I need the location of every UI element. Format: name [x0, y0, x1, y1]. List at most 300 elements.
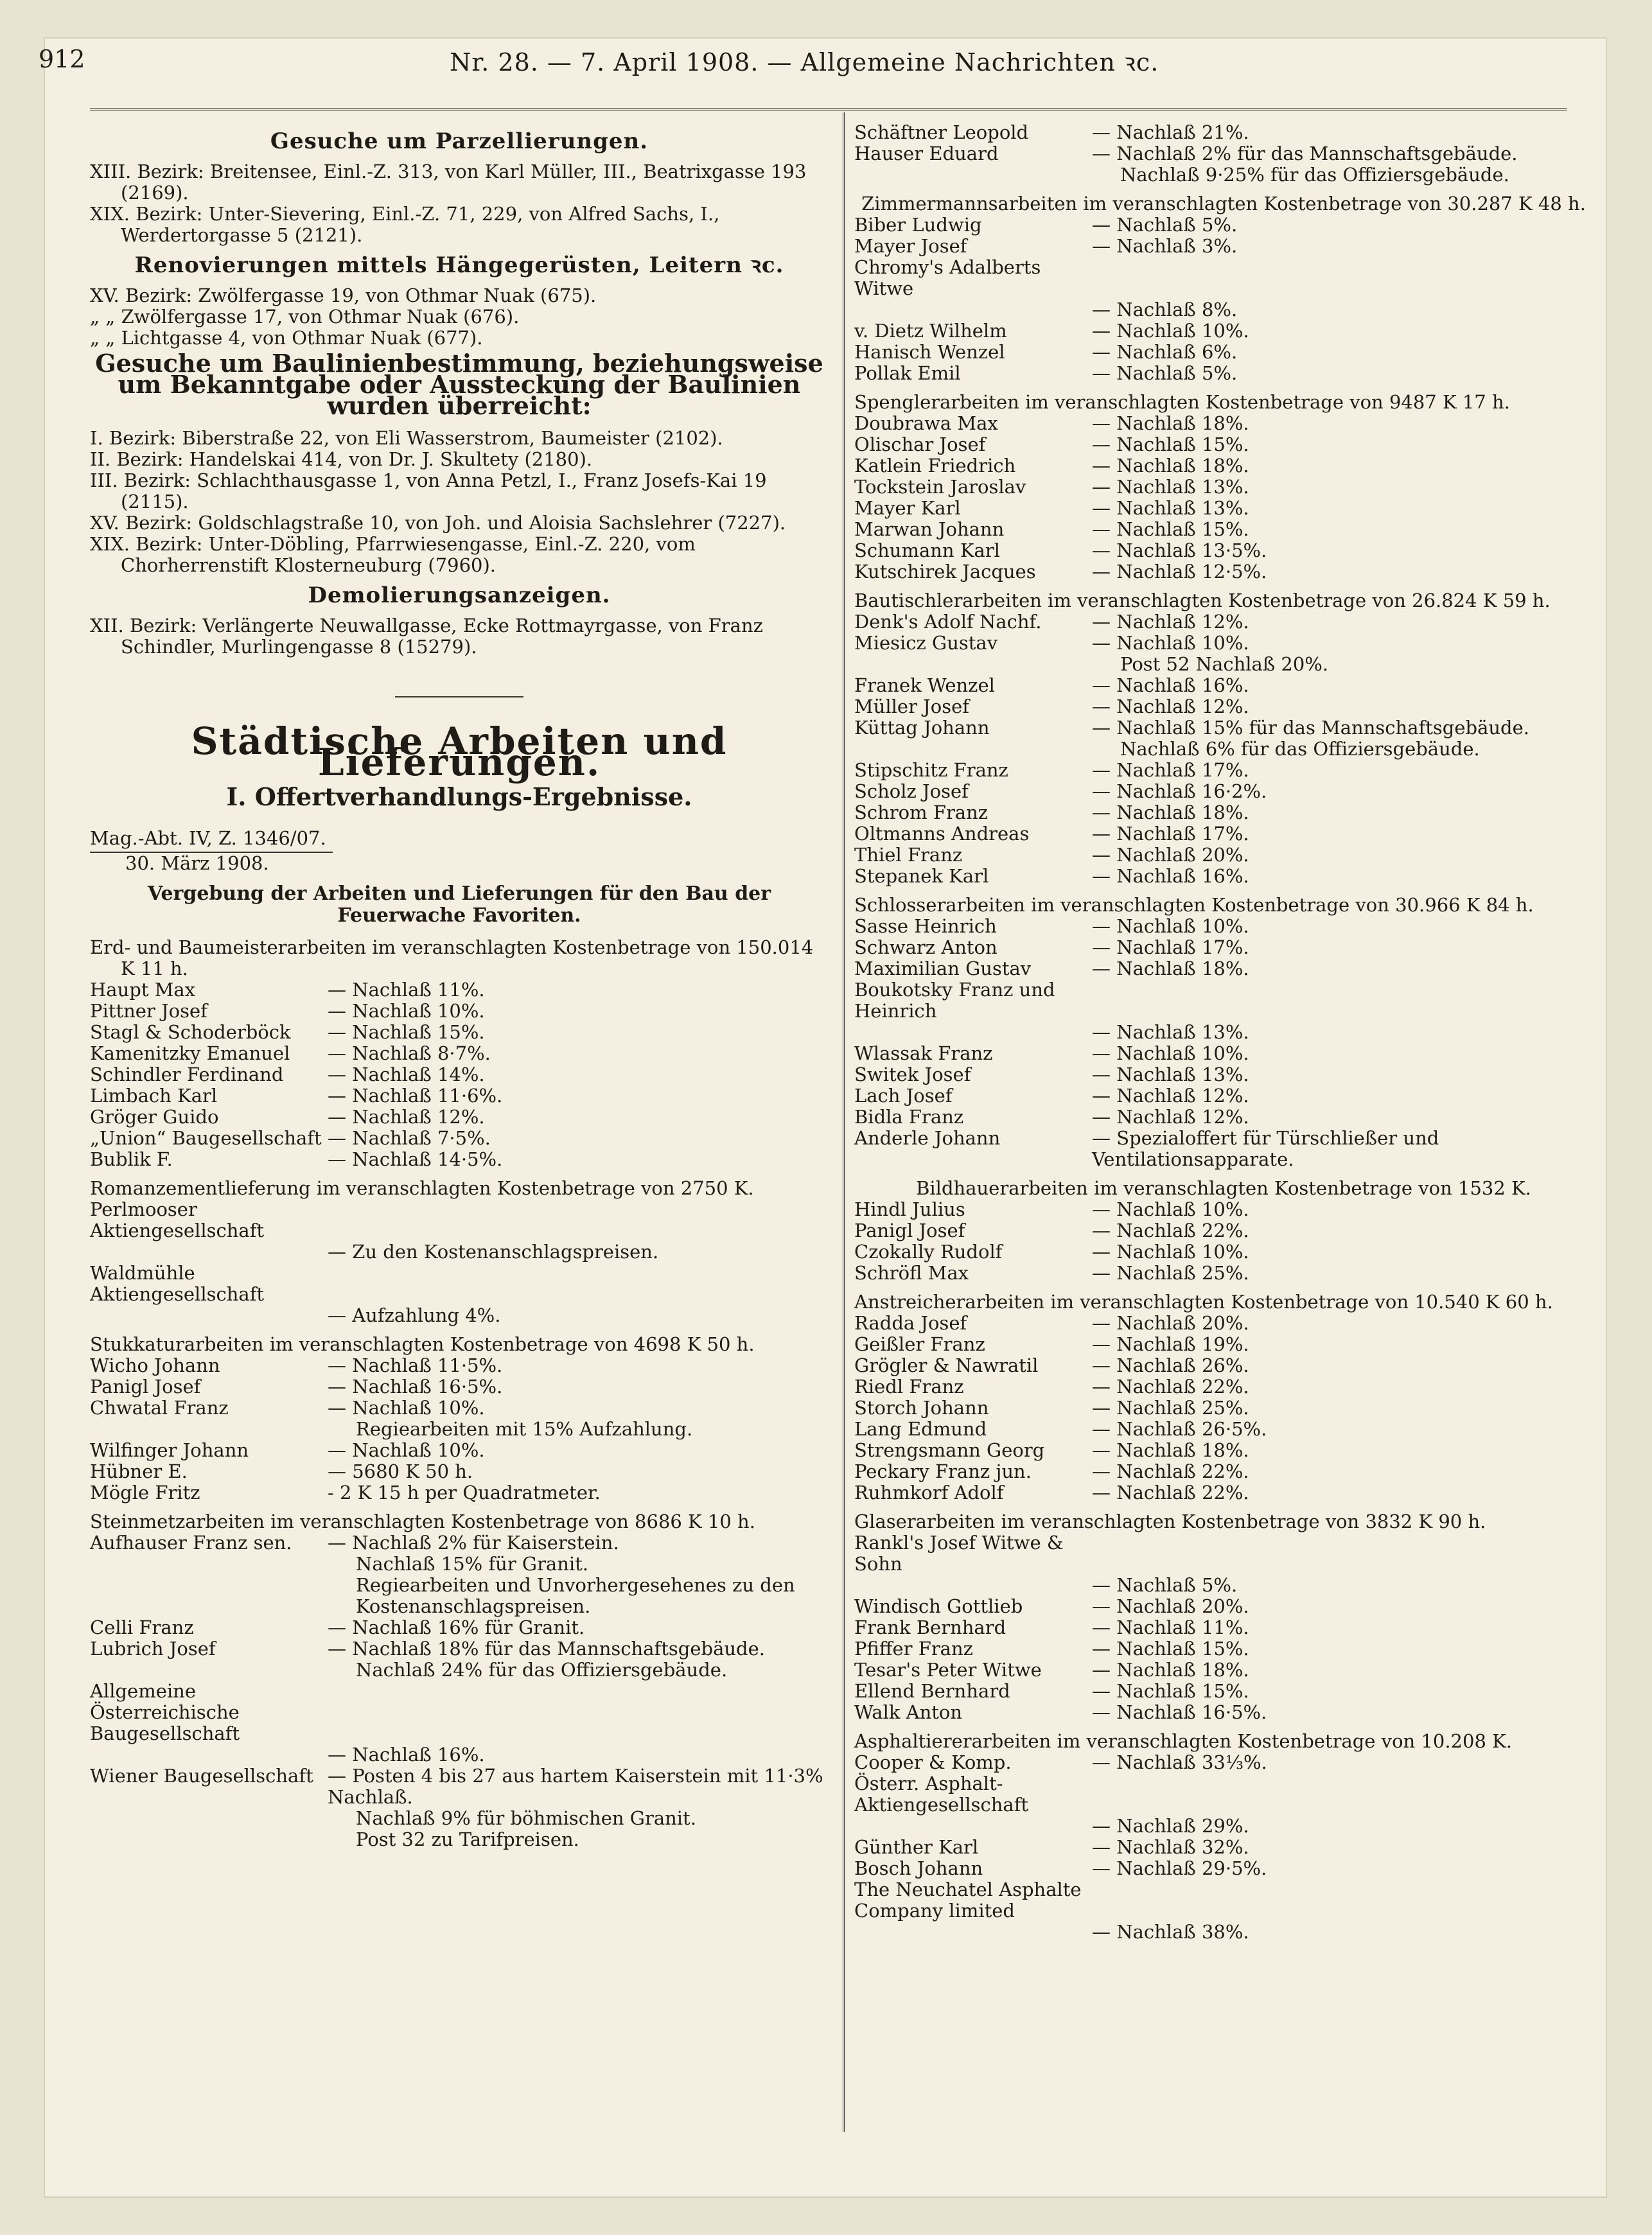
bid-result: - 2 K 15 h per Quadratmeter.	[328, 1482, 601, 1503]
bid-row	[854, 540, 1593, 561]
bidder-name: Olischar Josef	[854, 434, 986, 455]
bidder-name: The Neuchatel Asphalte Company limited	[854, 1879, 1082, 1922]
bid-row	[854, 257, 1593, 299]
bid-result: — Nachlaß 13·5%.	[1092, 539, 1267, 561]
bidder-name: Wilfinger Johann	[90, 1439, 249, 1461]
bidder-name: Riedl Franz	[854, 1376, 964, 1398]
bid-result	[1092, 1532, 1593, 1575]
bidder-name: Thiel Franz	[854, 844, 963, 866]
bidder-name: Wiener Baugesellschaft	[90, 1765, 313, 1787]
bidder-name: Cooper & Komp.	[854, 1751, 1012, 1773]
bid-result: Nachlaß 9% für böhmischen Granit.	[356, 1807, 696, 1829]
bidder-name: Lach Josef	[854, 1085, 953, 1107]
bid-result: Nachlaß 9·25% für das Offiziersgebäude.	[1120, 164, 1509, 186]
bid-list	[854, 215, 1593, 384]
bid-result: — Nachlaß 13%.	[1092, 476, 1249, 498]
bid-row	[90, 1482, 829, 1503]
bid-row	[854, 696, 1593, 717]
bid-row	[854, 1752, 1593, 1773]
bidder-name: Schwarz Anton	[854, 936, 997, 958]
bid-row	[854, 979, 1593, 1022]
bid-result: — Nachlaß 17%.	[1092, 759, 1249, 781]
bid-result: — Nachlaß 29%.	[1092, 1815, 1249, 1837]
bid-row	[90, 1305, 829, 1326]
bidder-name: Walk Anton	[854, 1701, 963, 1723]
bid-result: — Nachlaß 17%.	[1092, 936, 1249, 958]
bidder-name: Schrom Franz	[854, 802, 989, 823]
bid-result: Regiearbeiten und Unvorhergesehenes zu den Kostenanschlagspreisen.	[356, 1574, 795, 1617]
bidder-name: Perlmooser Aktiengesellschaft	[90, 1198, 265, 1241]
bid-result	[328, 1263, 829, 1305]
bid-result: — Nachlaß 10%.	[1092, 915, 1249, 937]
bidder-name: Sasse Heinrich	[854, 915, 997, 937]
bid-result: — Posten 4 bis 27 aus hartem Kaiserstein mit 11·3% Nachlaß.	[328, 1765, 823, 1808]
list-item: „ „ Lichtgasse 4, von Othmar Nuak (677).	[90, 327, 483, 349]
bid-row	[854, 498, 1593, 519]
bid-row	[854, 1241, 1593, 1263]
bidder-name: Strengsmann Georg	[854, 1439, 1045, 1461]
bid-list	[854, 611, 1593, 887]
bid-row	[90, 1638, 829, 1660]
bidder-name: Scholz Josef	[854, 780, 969, 802]
bidder-name: Limbach Karl	[90, 1085, 218, 1107]
bid-list	[854, 1313, 1593, 1503]
bidder-name: Hauser Eduard	[854, 143, 999, 164]
bid-result	[1092, 1773, 1593, 1816]
section-title: Städtische Arbeiten und Lieferungen.	[191, 719, 728, 784]
bid-result: — Nachlaß 32%.	[1092, 1836, 1249, 1858]
bid-row	[854, 1596, 1593, 1617]
bid-result: — Nachlaß 22%.	[1092, 1460, 1249, 1482]
bid-result: — Nachlaß 19%.	[1092, 1333, 1249, 1355]
bid-row	[854, 1879, 1593, 1922]
bid-result: — Nachlaß 6%.	[1092, 341, 1238, 363]
category-heading: Romanzementlieferung im veranschlagten Kostenbetrage von 2750 K.	[90, 1177, 754, 1199]
bid-row	[90, 1617, 829, 1638]
bid-row	[854, 561, 1593, 583]
bid-row	[854, 1681, 1593, 1702]
bid-list	[854, 1532, 1593, 1723]
category-heading: Erd- und Baumeisterarbeiten im veranschlagten Kostenbetrage von 150.014 K 11 h.	[90, 936, 814, 979]
bid-row	[90, 1532, 829, 1554]
bid-result: — Nachlaß 22%.	[1092, 1376, 1249, 1398]
bid-row	[854, 760, 1593, 781]
reference	[90, 819, 829, 874]
bid-result: — Spezialoffert für Türschließer und Ventilationsapparate.	[1092, 1127, 1439, 1170]
bidder-name: Panigl Josef	[90, 1376, 201, 1398]
bid-result: Post 32 zu Tarifpreisen.	[356, 1828, 579, 1850]
right-column	[854, 122, 1593, 1943]
bidder-name: Österr. Asphalt-Aktiengesellschaft	[854, 1773, 1029, 1816]
bid-result: — Nachlaß 5%.	[1092, 1574, 1238, 1596]
bidder-name: Hübner E.	[90, 1460, 188, 1482]
bid-result: — Nachlaß 12·5%.	[1092, 561, 1267, 583]
bidder-name: Storch Johann	[854, 1397, 989, 1419]
bidder-name: Pfiffer Franz	[854, 1638, 973, 1660]
bidder-name: Schäftner Leopold	[854, 121, 1029, 143]
list-item: XII. Bezirk: Verlängerte Neuwallgasse, Ecke Rottmayrgasse, von Franz Schindler, Murlingengasse 8 (15279).	[90, 615, 763, 658]
bid-row	[854, 342, 1593, 363]
bid-row	[854, 781, 1593, 802]
bid-row	[90, 1681, 829, 1744]
bid-result: — Nachlaß 10%.	[1092, 632, 1249, 654]
bidder-name	[854, 1022, 1092, 1043]
bidder-name: Pittner Josef	[90, 1000, 207, 1022]
bid-result	[1092, 979, 1593, 1022]
reference-number: Mag.-Abt. IV, Z. 1346/07.	[90, 828, 333, 853]
bid-result: — Nachlaß 12%.	[1092, 1106, 1249, 1128]
bidder-name: Mögle Fritz	[90, 1482, 200, 1503]
bidder-name: Doubrawa Max	[854, 412, 998, 434]
bidder-name: Wicho Johann	[90, 1354, 220, 1376]
bidder-name: Schumann Karl	[854, 539, 1000, 561]
bidder-name: Bidla Franz	[854, 1106, 964, 1128]
bid-row	[854, 1043, 1593, 1064]
list-item: III. Bezirk: Schlachthausgasse 1, von Anna Petzl, I., Franz Josefs-Kai 19 (2115).	[90, 469, 767, 513]
bid-result: — 5680 K 50 h.	[328, 1460, 473, 1482]
bid-list	[854, 1199, 1593, 1284]
bidder-name: Boukotsky Franz und Heinrich	[854, 979, 1055, 1022]
bid-row	[90, 1128, 829, 1149]
bidder-name: Czokally Rudolf	[854, 1241, 1003, 1263]
bidder-name: Biber Ludwig	[854, 214, 982, 236]
bid-result: — Nachlaß 16%.	[1092, 674, 1249, 696]
bid-row	[854, 1816, 1593, 1837]
bidder-name: Bublik F.	[90, 1148, 173, 1170]
bid-row	[90, 1001, 829, 1022]
renovierungen-list	[90, 285, 829, 349]
bid-result: — Nachlaß 15%.	[1092, 1638, 1249, 1660]
bid-row	[854, 1022, 1593, 1043]
category-heading: Zimmermannsarbeiten im veranschlagten Kostenbetrage von 30.287 K 48 h.	[861, 193, 1586, 215]
bid-row	[854, 1837, 1593, 1858]
bid-row	[90, 1398, 829, 1419]
bidder-name: Schindler Ferdinand	[90, 1064, 284, 1085]
bidder-name: Mayer Josef	[854, 235, 967, 257]
bid-row	[90, 1241, 829, 1263]
bid-row	[90, 1766, 829, 1808]
bid-result: — Nachlaß 7·5%.	[328, 1127, 491, 1149]
bidder-name: v. Dietz Wilhelm	[854, 320, 1007, 342]
bid-row	[854, 299, 1593, 320]
bid-result: — Nachlaß 15%.	[1092, 1680, 1249, 1702]
bid-result: — Nachlaß 10%.	[1092, 1042, 1249, 1064]
bid-row	[854, 1313, 1593, 1334]
bidder-name: Kutschirek Jacques	[854, 561, 1036, 583]
bid-row	[854, 519, 1593, 540]
bid-row	[90, 1808, 829, 1829]
bid-row	[854, 1334, 1593, 1355]
bid-row	[854, 434, 1593, 455]
bidder-name: Denk's Adolf Nachf.	[854, 611, 1042, 633]
bidder-name: Rankl's Josef Witwe & Sohn	[854, 1532, 1064, 1575]
bidder-name	[854, 164, 1092, 186]
bidder-name: Küttag Johann	[854, 717, 990, 739]
bid-row	[854, 1128, 1593, 1170]
bid-row	[90, 1043, 829, 1064]
category-heading: Schlosserarbeiten im veranschlagten Kostenbetrage von 30.966 K 84 h.	[854, 894, 1534, 916]
bid-result: — Nachlaß 18%.	[1092, 412, 1249, 434]
bidder-name: Bosch Johann	[854, 1857, 983, 1879]
bidder-name: Maximilian Gustav	[854, 958, 1032, 979]
bidder-name: Hanisch Wenzel	[854, 341, 1005, 363]
bid-row	[854, 236, 1593, 257]
bid-row	[854, 802, 1593, 823]
bid-row	[854, 937, 1593, 958]
bidder-name: Anderle Johann	[854, 1127, 1001, 1149]
bid-list	[854, 916, 1593, 1170]
bid-result: Post 52 Nachlaß 20%.	[1120, 653, 1329, 675]
bid-result: — Nachlaß 12%.	[328, 1106, 485, 1128]
bid-result: — Nachlaß 10%.	[328, 1000, 485, 1022]
bid-result: — Nachlaß 15%.	[1092, 518, 1249, 540]
bidder-name: Stipschitz Franz	[854, 759, 1008, 781]
bid-result	[1092, 257, 1593, 299]
bidder-name	[854, 739, 1092, 760]
bid-list	[90, 1355, 829, 1503]
bid-result: — Nachlaß 16·5%.	[328, 1376, 503, 1398]
bid-result: — Nachlaß 16·2%.	[1092, 780, 1267, 802]
section-divider	[395, 696, 523, 697]
bid-row	[854, 1263, 1593, 1284]
bid-result: — Nachlaß 10%.	[328, 1397, 485, 1419]
bid-row	[854, 1220, 1593, 1241]
bidder-name: Switek Josef	[854, 1064, 971, 1085]
category-heading: Spenglerarbeiten im veranschlagten Kostenbetrage von 9487 K 17 h.	[854, 391, 1510, 413]
bidder-name: Aufhauser Franz sen.	[90, 1532, 292, 1554]
bid-result: — Zu den Kostenanschlagspreisen.	[328, 1241, 659, 1263]
bidder-name	[854, 654, 1092, 675]
bid-result: — Nachlaß 18%.	[1092, 958, 1249, 979]
bid-result: Nachlaß 24% für das Offiziersgebäude.	[356, 1659, 728, 1681]
bid-row	[90, 1199, 829, 1241]
bid-result: — Nachlaß 16% für Granit.	[328, 1617, 585, 1638]
bid-row	[854, 320, 1593, 342]
bid-result: — Nachlaß 25%.	[1092, 1397, 1249, 1419]
bid-row	[854, 958, 1593, 979]
bid-row	[90, 1440, 829, 1461]
subsection-title: I. Offertverhandlungs-Ergebnisse.	[226, 782, 692, 811]
bid-row	[854, 1638, 1593, 1660]
bid-row	[854, 1773, 1593, 1816]
list-item: XIX. Bezirk: Unter-Sievering, Einl.-Z. 71, 229, von Alfred Sachs, I., Werdertorgasse 5 (2121).	[90, 203, 720, 246]
bid-list	[854, 1752, 1593, 1943]
category-heading: Asphaltiererarbeiten im veranschlagten Kostenbetrage von 10.208 K.	[854, 1730, 1512, 1752]
bid-row	[854, 654, 1593, 675]
bid-row	[854, 866, 1593, 887]
bidder-name: Peckary Franz jun.	[854, 1460, 1032, 1482]
bidder-name: Allgemeine Österreichische Baugesellschaft	[90, 1680, 240, 1744]
bid-row	[90, 1554, 829, 1575]
bid-row	[854, 1922, 1593, 1943]
bid-row	[854, 143, 1593, 164]
bidder-name	[90, 1829, 328, 1850]
bid-result: — Aufzahlung 4%.	[328, 1304, 501, 1326]
bid-result: — Nachlaß 18%.	[1092, 455, 1249, 477]
bidder-name	[90, 1808, 328, 1829]
bidder-name	[854, 1816, 1092, 1837]
bid-result: — Nachlaß 13%.	[1092, 1064, 1249, 1085]
category-heading: Bautischlerarbeiten im veranschlagten Kostenbetrage von 26.824 K 59 h.	[854, 590, 1551, 611]
bid-result: — Nachlaß 11%.	[1092, 1617, 1249, 1638]
bid-result: Nachlaß 6% für das Offiziersgebäude.	[1120, 738, 1480, 760]
bid-row	[854, 1440, 1593, 1461]
bid-result: — Nachlaß 10%.	[1092, 1198, 1249, 1220]
bidder-name: Wlassak Franz	[854, 1042, 993, 1064]
category-heading: Glaserarbeiten im veranschlagten Kostenbetrage von 3832 K 90 h.	[854, 1511, 1486, 1532]
bid-result: — Nachlaß 20%.	[1092, 844, 1249, 866]
bid-result: — Nachlaß 18% für das Mannschaftsgebäude.	[328, 1638, 765, 1660]
bidder-name: Marwan Johann	[854, 518, 1005, 540]
bid-result: — Nachlaß 2% für das Mannschaftsgebäude.	[1092, 143, 1518, 164]
bid-result: — Nachlaß 12%.	[1092, 696, 1249, 717]
bidder-name: Mayer Karl	[854, 497, 961, 519]
bidder-name	[90, 1744, 328, 1766]
bid-result: — Nachlaß 18%.	[1092, 1439, 1249, 1461]
bidder-name: Frank Bernhard	[854, 1617, 1006, 1638]
parzellierungen-list	[90, 161, 829, 246]
bid-row	[90, 1419, 829, 1440]
bid-row	[90, 1461, 829, 1482]
bid-row	[854, 215, 1593, 236]
list-item: I. Bezirk: Biberstraße 22, von Eli Wasserstrom, Baumeister (2102).	[90, 427, 723, 449]
bidder-name	[90, 1419, 328, 1440]
bid-row	[854, 611, 1593, 633]
bidder-name: Chromy's Adalberts Witwe	[854, 256, 1041, 299]
column-divider	[843, 112, 845, 2132]
category-heading: Anstreicherarbeiten im veranschlagten Kostenbetrage von 10.540 K 60 h.	[854, 1291, 1553, 1313]
bid-result: — Nachlaß 18%.	[1092, 1659, 1249, 1681]
bid-row	[854, 1461, 1593, 1482]
bidder-name: Tockstein Jaroslav	[854, 476, 1026, 498]
bid-result: — Nachlaß 15% für das Mannschaftsgebäude.	[1092, 717, 1529, 739]
bid-row	[854, 1199, 1593, 1220]
bid-result: — Nachlaß 20%.	[1092, 1312, 1249, 1334]
bidder-name	[90, 1660, 328, 1681]
bidder-name: Waldmühle Aktiengesellschaft	[90, 1262, 265, 1305]
bid-result: Regiearbeiten mit 15% Aufzahlung.	[356, 1418, 693, 1440]
bid-list	[90, 979, 829, 1170]
bid-row	[854, 823, 1593, 845]
bid-row	[854, 1085, 1593, 1107]
bid-result: — Nachlaß 5%.	[1092, 214, 1238, 236]
bid-result: — Nachlaß 22%.	[1092, 1220, 1249, 1241]
bid-row	[854, 1617, 1593, 1638]
bid-row	[854, 1419, 1593, 1440]
list-item: XIII. Bezirk: Breitensee, Einl.-Z. 313, von Karl Müller, III., Beatrixgasse 193 (2169).	[90, 161, 807, 204]
bid-result: — Nachlaß 8%.	[1092, 299, 1238, 320]
bidder-name: Franek Wenzel	[854, 674, 995, 696]
bid-row	[854, 675, 1593, 696]
bid-row	[854, 1482, 1593, 1503]
left-column	[90, 122, 829, 1850]
bidder-name	[90, 1554, 328, 1575]
bidder-name: „Union“ Baugesellschaft	[90, 1127, 322, 1149]
bid-result: — Nachlaß 3%.	[1092, 235, 1238, 257]
bid-result: Nachlaß 15% für Granit.	[356, 1553, 589, 1575]
bid-list	[854, 122, 1593, 186]
demolierung-heading: Demolierungsanzeigen.	[308, 583, 611, 608]
bid-row	[854, 1376, 1593, 1398]
bid-row	[854, 1702, 1593, 1723]
list-item: XV. Bezirk: Zwölfergasse 19, von Othmar Nuak (675).	[90, 285, 597, 306]
baulinien-list	[90, 428, 829, 576]
bid-result: — Nachlaß 12%.	[1092, 611, 1249, 633]
parzellierungen-heading: Gesuche um Parzellierungen.	[270, 128, 649, 154]
bid-result	[328, 1199, 829, 1241]
bid-row	[854, 164, 1593, 186]
bid-result	[1092, 1879, 1593, 1922]
demolierung-list	[90, 615, 829, 658]
bid-row	[90, 1064, 829, 1085]
bidder-name	[854, 299, 1092, 320]
renovierungen-heading: Renovierungen mittels Hängegerüsten, Leitern ꝛc.	[134, 252, 784, 278]
bidder-name: Chwatal Franz	[90, 1397, 229, 1419]
bidder-name: Ellend Bernhard	[854, 1680, 1010, 1702]
bidder-name: Oltmanns Andreas	[854, 823, 1030, 845]
list-item: „ „ Zwölfergasse 17, von Othmar Nuak (676).	[90, 306, 520, 328]
list-item: XV. Bezirk: Goldschlagstraße 10, von Joh. und Aloisia Sachslehrer (7227).	[90, 512, 786, 534]
bidder-name: Tesar's Peter Witwe	[854, 1659, 1042, 1681]
bid-list	[90, 1199, 829, 1326]
bid-row	[90, 1022, 829, 1043]
bidder-name: Miesicz Gustav	[854, 632, 998, 654]
bid-result: — Nachlaß 12%.	[1092, 1085, 1249, 1107]
page-header	[39, 45, 1509, 83]
bid-row	[854, 633, 1593, 654]
bid-result: — Nachlaß 10%.	[328, 1439, 485, 1461]
category-heading: Bildhauerarbeiten im veranschlagten Kostenbetrage von 1532 K.	[916, 1177, 1531, 1199]
bid-row	[854, 739, 1593, 760]
bid-row	[854, 122, 1593, 143]
bidder-name: Stepanek Karl	[854, 865, 989, 887]
bid-row	[854, 1398, 1593, 1419]
bidder-name: Lubrich Josef	[90, 1638, 216, 1660]
bidder-name: Schröfl Max	[854, 1262, 969, 1284]
category-heading: Stukkaturarbeiten im veranschlagten Kostenbetrage von 4698 K 50 h.	[90, 1333, 755, 1355]
bid-row	[854, 845, 1593, 866]
bid-row	[90, 1829, 829, 1850]
bid-result: — Nachlaß 25%.	[1092, 1262, 1249, 1284]
vergebung-heading: Vergebung der Arbeiten und Lieferungen für den Bau der Feuerwache Favoriten.	[147, 882, 771, 927]
bidder-name: Geißler Franz	[854, 1333, 985, 1355]
bid-row	[90, 1744, 829, 1766]
bid-result: — Nachlaß 14·5%.	[328, 1148, 503, 1170]
baulinien-heading: Gesuche um Baulinienbestimmung, beziehungsweise um Bekanntgabe oder Aussteckung der Baulinien wurden überreicht:	[95, 349, 823, 420]
bid-result: — Nachlaß 10%.	[1092, 1241, 1249, 1263]
bid-row	[854, 363, 1593, 384]
bid-result: — Nachlaß 22%.	[1092, 1482, 1249, 1503]
bid-row	[854, 1107, 1593, 1128]
bid-row	[90, 979, 829, 1001]
bid-result: — Nachlaß 14%.	[328, 1064, 485, 1085]
bid-row	[90, 1263, 829, 1305]
bid-row	[90, 1575, 829, 1617]
bid-result: — Nachlaß 11%.	[328, 979, 485, 1001]
bidder-name	[90, 1305, 328, 1326]
bid-result: — Nachlaß 16%.	[328, 1744, 485, 1766]
bidder-name: Günther Karl	[854, 1836, 979, 1858]
bid-row	[854, 717, 1593, 739]
bidder-name	[854, 1575, 1092, 1596]
bid-result: — Nachlaß 17%.	[1092, 823, 1249, 845]
bidder-name: Celli Franz	[90, 1617, 194, 1638]
reference-date: 30. März 1908.	[125, 852, 269, 874]
bid-result: — Nachlaß 13%.	[1092, 1021, 1249, 1043]
bid-result: — Nachlaß 10%.	[1092, 320, 1249, 342]
bid-result: — Nachlaß 11·5%.	[328, 1354, 503, 1376]
bidder-name: Grögler & Nawratil	[854, 1354, 1039, 1376]
